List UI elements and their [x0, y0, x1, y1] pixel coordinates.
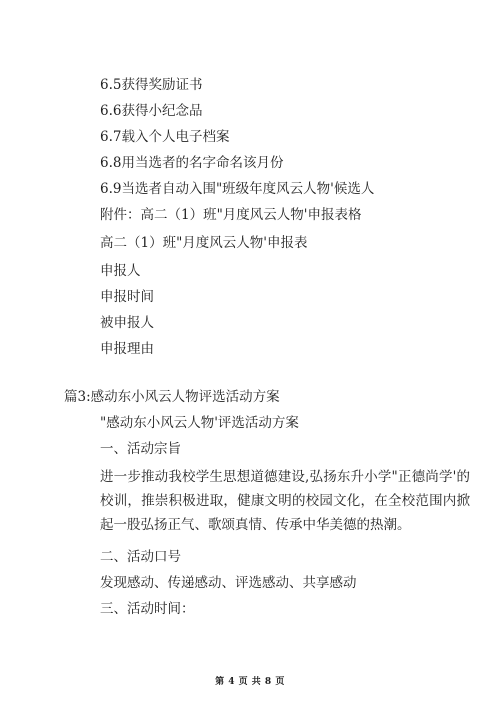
list-item-6-6: 6.6获得小纪念品 — [100, 103, 203, 119]
form-field-apply-time: 申报时间 — [100, 289, 154, 305]
form-field-nominee: 被申报人 — [100, 315, 154, 331]
heading-slogan: 二、活动口号 — [100, 549, 181, 565]
purpose-paragraph: 进一步推动我校学生思想道德建设,弘扬东升小学"正德尚学'的校训，推崇积极进取，健康文明的校园文化，在全校范围内掀起一股弘扬正气、歌颂真情、传承中华美德的热潮。 — [100, 469, 470, 533]
section-heading: 篇3:感动东小风云人物评选活动方案 — [64, 389, 280, 405]
attachment-heading: 附件：高二（1）班"月度风云人物'申报表格 — [100, 207, 362, 223]
list-item-6-5: 6.5获得奖励证书 — [100, 77, 203, 93]
form-title: 高二（1）班"月度风云人物'申报表 — [100, 235, 308, 251]
heading-purpose: 一、活动宗旨 — [100, 441, 181, 457]
list-item-6-9: 6.9当选者自动入围"班级年度风云人物'候选人 — [100, 181, 375, 197]
slogan-text: 发现感动、传递感动、评选感动、共享感动 — [100, 575, 357, 591]
page-number: 第 4 页 共 8 页 — [215, 677, 285, 687]
list-item-6-7: 6.7载入个人电子档案 — [100, 129, 230, 145]
form-field-reason: 申报理由 — [100, 341, 154, 357]
plan-title: "感动东小风云人物'评选活动方案 — [100, 415, 299, 431]
heading-time: 三、活动时间： — [100, 601, 195, 617]
form-field-applicant: 申报人 — [100, 263, 141, 279]
list-item-6-8: 6.8用当选者的名字命名该月份 — [100, 155, 284, 171]
